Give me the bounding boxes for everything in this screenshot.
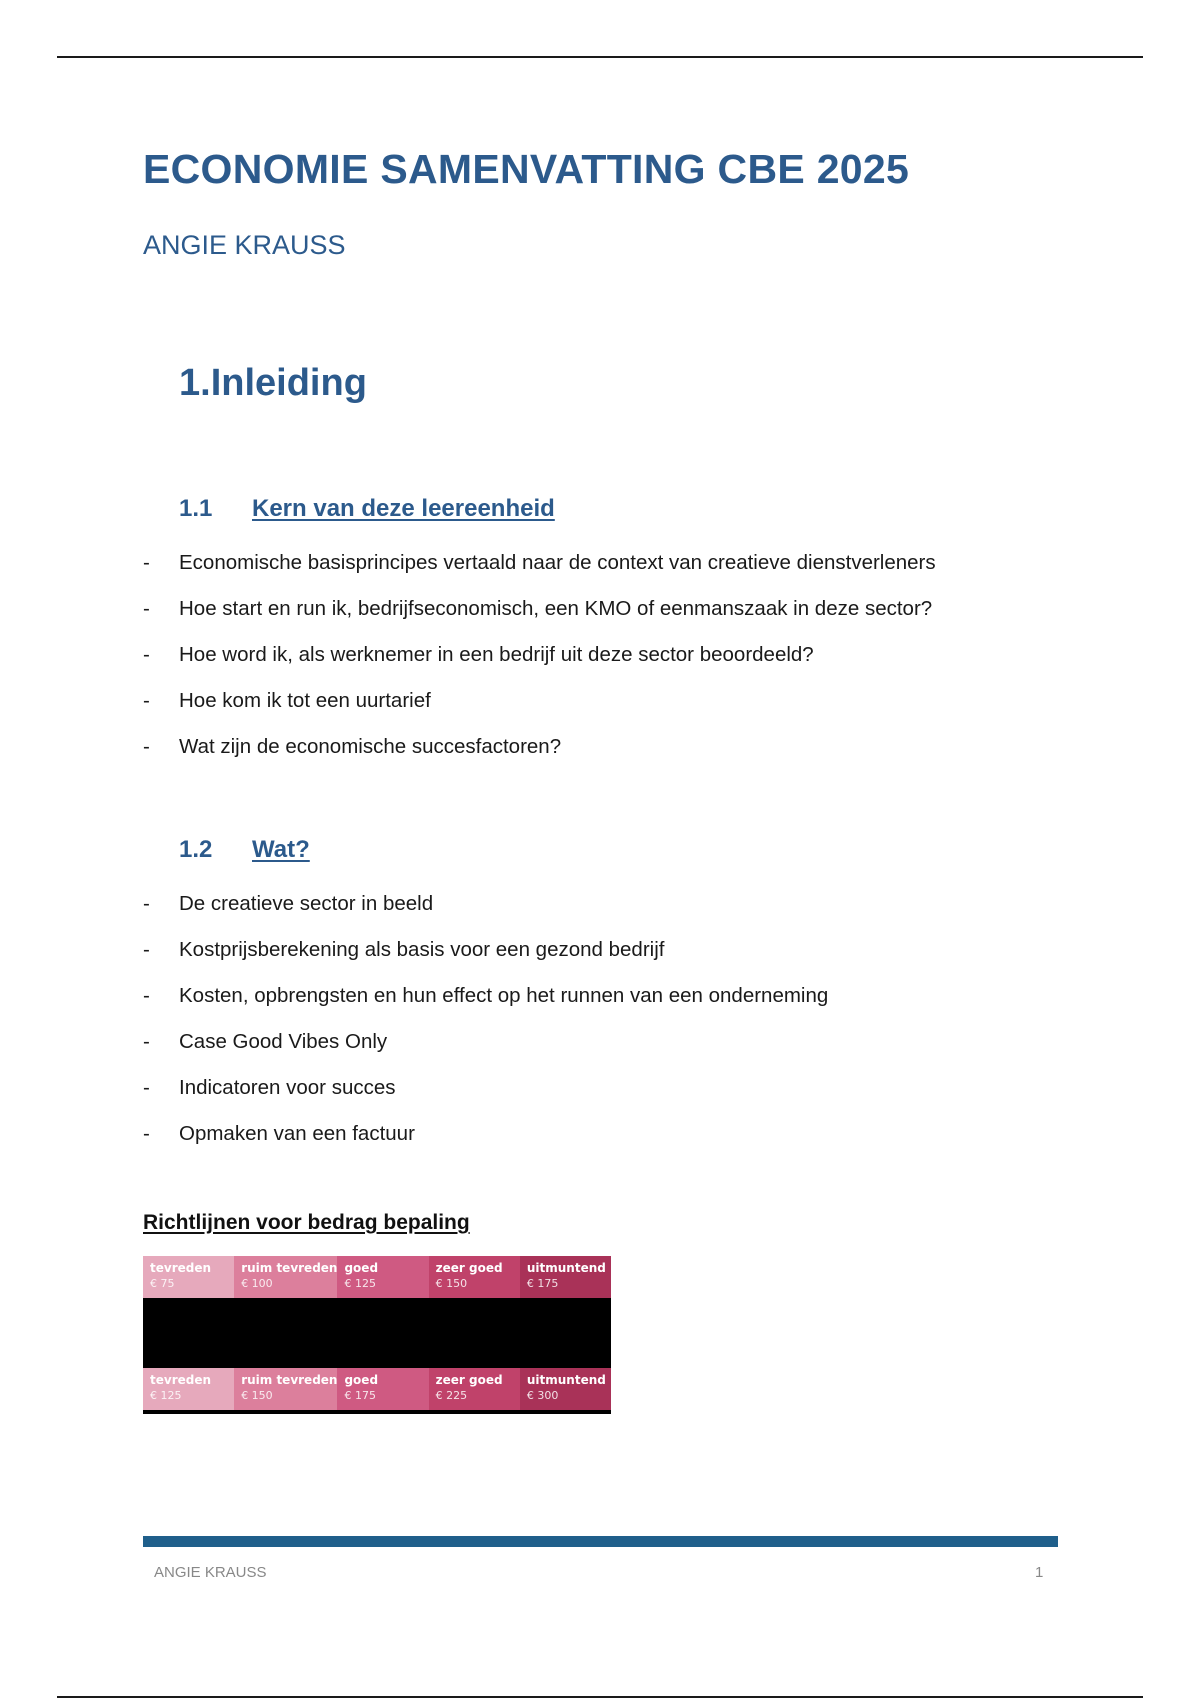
- list-item: [143, 689, 936, 735]
- tier-name: uitmuntend: [526, 1261, 606, 1275]
- bottom-rule: [57, 1696, 1143, 1698]
- bullet-dash: -: [143, 643, 150, 666]
- tier-price: € 175: [344, 1389, 376, 1402]
- document-author: ANGIE KRAUSS: [143, 230, 346, 260]
- page-number: 1: [1035, 1564, 1044, 1581]
- bullet-dash: -: [143, 938, 150, 961]
- list-item-text: Economische basisprincipes vertaald naar de context van creatieve dienstverleners: [179, 551, 936, 574]
- list-item-text: Opmaken van een factuur: [179, 1122, 415, 1145]
- list-item: [143, 938, 828, 984]
- list-item: [143, 1076, 828, 1122]
- list-item-text: Hoe kom ik tot een uurtarief: [179, 689, 431, 712]
- tier-name: ruim tevreden: [241, 1261, 338, 1275]
- list-item-text: Case Good Vibes Only: [179, 1030, 388, 1053]
- bullet-dash: -: [143, 1030, 150, 1053]
- list-item-text: Hoe start en run ik, bedrijfseconomisch, een KMO of eenmanszaak in deze sector?: [179, 597, 933, 620]
- tier-price: € 300: [526, 1389, 559, 1402]
- list-item: [143, 984, 828, 1030]
- list-item: [143, 1122, 828, 1168]
- tier-cell: [520, 1256, 611, 1298]
- tier-price: € 125: [344, 1277, 376, 1290]
- tier-name: zeer goed: [435, 1261, 503, 1275]
- bullet-dash: -: [143, 597, 150, 620]
- tier-cell: [337, 1368, 428, 1410]
- document-title: ECONOMIE SAMENVATTING CBE 2025: [143, 146, 910, 192]
- tier-price: € 150: [241, 1389, 273, 1402]
- list-item-text: Kostprijsberekening als basis voor een gezond bedrijf: [179, 938, 665, 961]
- tier-cell: [143, 1256, 234, 1298]
- tier-cell: [234, 1256, 337, 1298]
- list-item-text: Kosten, opbrengsten en hun effect op het runnen van een onderneming: [179, 984, 829, 1007]
- rating-tier-image: [143, 1256, 611, 1414]
- list-item-text: Hoe word ik, als werknemer in een bedrijf uit deze sector beoordeeld?: [179, 643, 814, 666]
- bullet-dash: -: [143, 1076, 150, 1099]
- tier-name: uitmuntend: [526, 1373, 606, 1387]
- tier-price: € 175: [526, 1277, 559, 1290]
- list-item: [143, 892, 828, 938]
- tier-cell: [520, 1368, 611, 1410]
- tier-price: € 100: [241, 1277, 273, 1290]
- bullet-dash: -: [143, 735, 150, 758]
- tier-cell: [234, 1368, 337, 1410]
- tier-row-bottom: [143, 1368, 611, 1410]
- tier-cell: [337, 1256, 428, 1298]
- list-item-text: Wat zijn de economische succesfactoren?: [179, 735, 562, 758]
- section-title: Kern van deze leereenheid: [252, 495, 555, 522]
- tier-name: tevreden: [150, 1373, 212, 1387]
- list-item: [143, 643, 936, 689]
- list-item: [143, 597, 936, 643]
- tier-price: € 75: [150, 1277, 175, 1290]
- guidelines-title: Richtlijnen voor bedrag bepaling: [143, 1211, 470, 1234]
- bullet-dash: -: [143, 1122, 150, 1145]
- tier-cell: [429, 1368, 520, 1410]
- list-item: [143, 1030, 828, 1076]
- bullet-list-wat: [143, 892, 828, 1168]
- tier-cell: [143, 1368, 234, 1410]
- section-heading-1-2: [179, 836, 310, 864]
- tier-name: goed: [344, 1261, 379, 1275]
- footer-author: ANGIE KRAUSS: [154, 1564, 267, 1581]
- bullet-list-kern: [143, 551, 936, 781]
- section-heading-1-1: [179, 495, 555, 523]
- list-item: [143, 551, 936, 597]
- tier-price: € 150: [435, 1277, 468, 1290]
- bullet-dash: -: [143, 551, 150, 574]
- tier-name: tevreden: [150, 1261, 212, 1275]
- footer-bar: [143, 1536, 1058, 1547]
- list-item: [143, 735, 936, 781]
- section-number: 1.1: [179, 495, 213, 522]
- tier-name: goed: [344, 1373, 379, 1387]
- tier-row-top: [143, 1256, 611, 1298]
- bullet-dash: -: [143, 984, 150, 1007]
- bullet-dash: -: [143, 689, 150, 712]
- list-item-text: Indicatoren voor succes: [179, 1076, 396, 1099]
- chapter-heading: 1.Inleiding: [179, 362, 367, 404]
- tier-name: ruim tevreden: [241, 1373, 338, 1387]
- tier-price: € 125: [150, 1389, 182, 1402]
- bullet-dash: -: [143, 892, 150, 915]
- tier-price: € 225: [435, 1389, 468, 1402]
- section-number: 1.2: [179, 836, 213, 863]
- top-rule: [57, 56, 1143, 58]
- tier-name: zeer goed: [435, 1373, 503, 1387]
- tier-cell: [429, 1256, 520, 1298]
- list-item-text: De creatieve sector in beeld: [179, 892, 434, 915]
- section-title: Wat?: [252, 836, 310, 863]
